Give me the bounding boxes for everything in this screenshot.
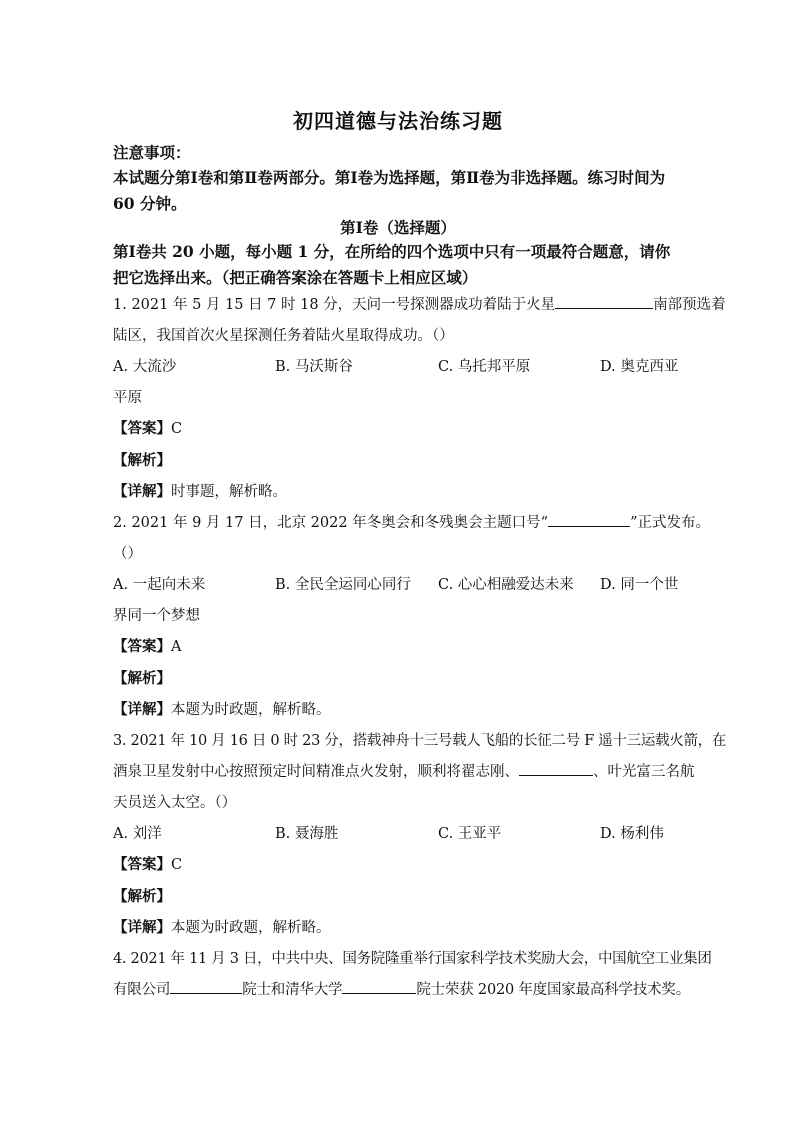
question-1-stem-line2: 陆区，我国首次火星探测任务着陆火星取得成功。（） bbox=[113, 328, 454, 344]
detail-label: 【详解】 bbox=[113, 919, 171, 936]
answer-value: C bbox=[171, 857, 183, 873]
question-1-stem-line1: 1. 2021 年 5 月 15 日 7 时 18 分，天问一号探测器成功着陆于火星 南部预选着 bbox=[113, 293, 688, 314]
detail-label: 【详解】 bbox=[113, 483, 171, 500]
question-1-option-b: B. 马沃斯谷 bbox=[275, 359, 353, 375]
answer-value: C bbox=[171, 421, 183, 437]
question-2-stem-line1: 2. 2021 年 9 月 17 日，北京 2022 年冬奥会和冬残奥会主题口号“ ”正式发布。 bbox=[113, 511, 688, 532]
answer-label: 【答案】 bbox=[113, 638, 171, 655]
answer-blank bbox=[170, 979, 242, 994]
notice-text: 本试题分第Ⅰ卷和第Ⅱ卷两部分。第Ⅰ卷为选择题，第Ⅱ卷为非选择题。练习时间为 60 分钟。 bbox=[113, 168, 666, 213]
question-1-analysis bbox=[113, 449, 688, 470]
question-4-stem-line2: 有限公司 院士和清华大学 院士荣获 2020 年度国家最高科学技术奖。 bbox=[113, 978, 688, 999]
question-2-option-c: C. 心心相融爱达未来 bbox=[438, 577, 574, 593]
page-title: 初四道德与法治练习题 bbox=[293, 109, 503, 133]
answer-blank bbox=[519, 761, 593, 776]
question-3-analysis bbox=[113, 885, 688, 906]
question-2-stem-line2: （） bbox=[113, 546, 142, 562]
question-2-answer bbox=[113, 635, 688, 656]
question-3-stem-line1: 3. 2021 年 10 月 16 日 0 时 23 分，搭载神舟十三号载人飞船的长征二号 F 遥十三运载火箭，在 bbox=[113, 733, 727, 749]
question-2-option-wrap: 界同一个梦想 bbox=[113, 608, 200, 624]
question-4-stem-line1: 4. 2021 年 11 月 3 日，中共中央、国务院隆重举行国家科学技术奖励大会，中国航空工业集团 bbox=[113, 951, 712, 967]
question-2-option-d: D. 同一个世 bbox=[600, 577, 679, 593]
analysis-label: 【解析】 bbox=[113, 452, 171, 469]
question-3-option-b: B. 聂海胜 bbox=[275, 826, 339, 842]
notice-heading: 注意事项： bbox=[113, 143, 191, 162]
question-3-stem-line3: 天员送入太空。（） bbox=[113, 795, 237, 811]
answer-label: 【答案】 bbox=[113, 420, 171, 437]
question-2-option-a: A. 一起向未来 bbox=[113, 577, 206, 593]
question-3-option-d: D. 杨利伟 bbox=[600, 826, 664, 842]
detail-label: 【详解】 bbox=[113, 701, 171, 718]
question-3-answer bbox=[113, 853, 688, 874]
question-2-detail: 【详解】本题为时政题，解析略。 bbox=[113, 701, 331, 718]
answer-blank bbox=[342, 979, 416, 994]
question-1-option-d: D. 奥克西亚 bbox=[600, 359, 679, 375]
question-3-detail: 【详解】本题为时政题，解析略。 bbox=[113, 919, 331, 936]
question-1-detail: 【详解】时事题，解析略。 bbox=[113, 483, 287, 500]
question-3-option-c: C. 王亚平 bbox=[438, 826, 502, 842]
question-2-analysis bbox=[113, 667, 688, 688]
question-1-answer bbox=[113, 417, 688, 438]
question-1-option-a: A. 大流沙 bbox=[113, 359, 177, 375]
answer-blank bbox=[548, 512, 630, 527]
question-3-option-a: A. 刘洋 bbox=[113, 826, 162, 842]
answer-label: 【答案】 bbox=[113, 856, 171, 873]
answer-value: A bbox=[171, 639, 182, 655]
question-1-option-c: C. 乌托邦平原 bbox=[438, 359, 531, 375]
section-instruction: 第Ⅰ卷共 20 小题，每小题 1 分，在所给的四个选项中只有一项最符合题意，请你把它选择出来。（把正确答案涂在答题卡上相应区域） bbox=[113, 242, 671, 287]
question-2-option-b: B. 全民全运同心同行 bbox=[275, 577, 411, 593]
question-3-stem-line2: 酒泉卫星发射中心按照预定时间精准点火发射，顺利将翟志刚、 、叶光富三名航 bbox=[113, 760, 688, 781]
answer-blank bbox=[555, 294, 653, 309]
question-1-option-wrap: 平原 bbox=[113, 390, 142, 406]
analysis-label: 【解析】 bbox=[113, 888, 171, 905]
analysis-label: 【解析】 bbox=[113, 670, 171, 687]
section-heading: 第Ⅰ卷（选择题） bbox=[340, 218, 456, 237]
